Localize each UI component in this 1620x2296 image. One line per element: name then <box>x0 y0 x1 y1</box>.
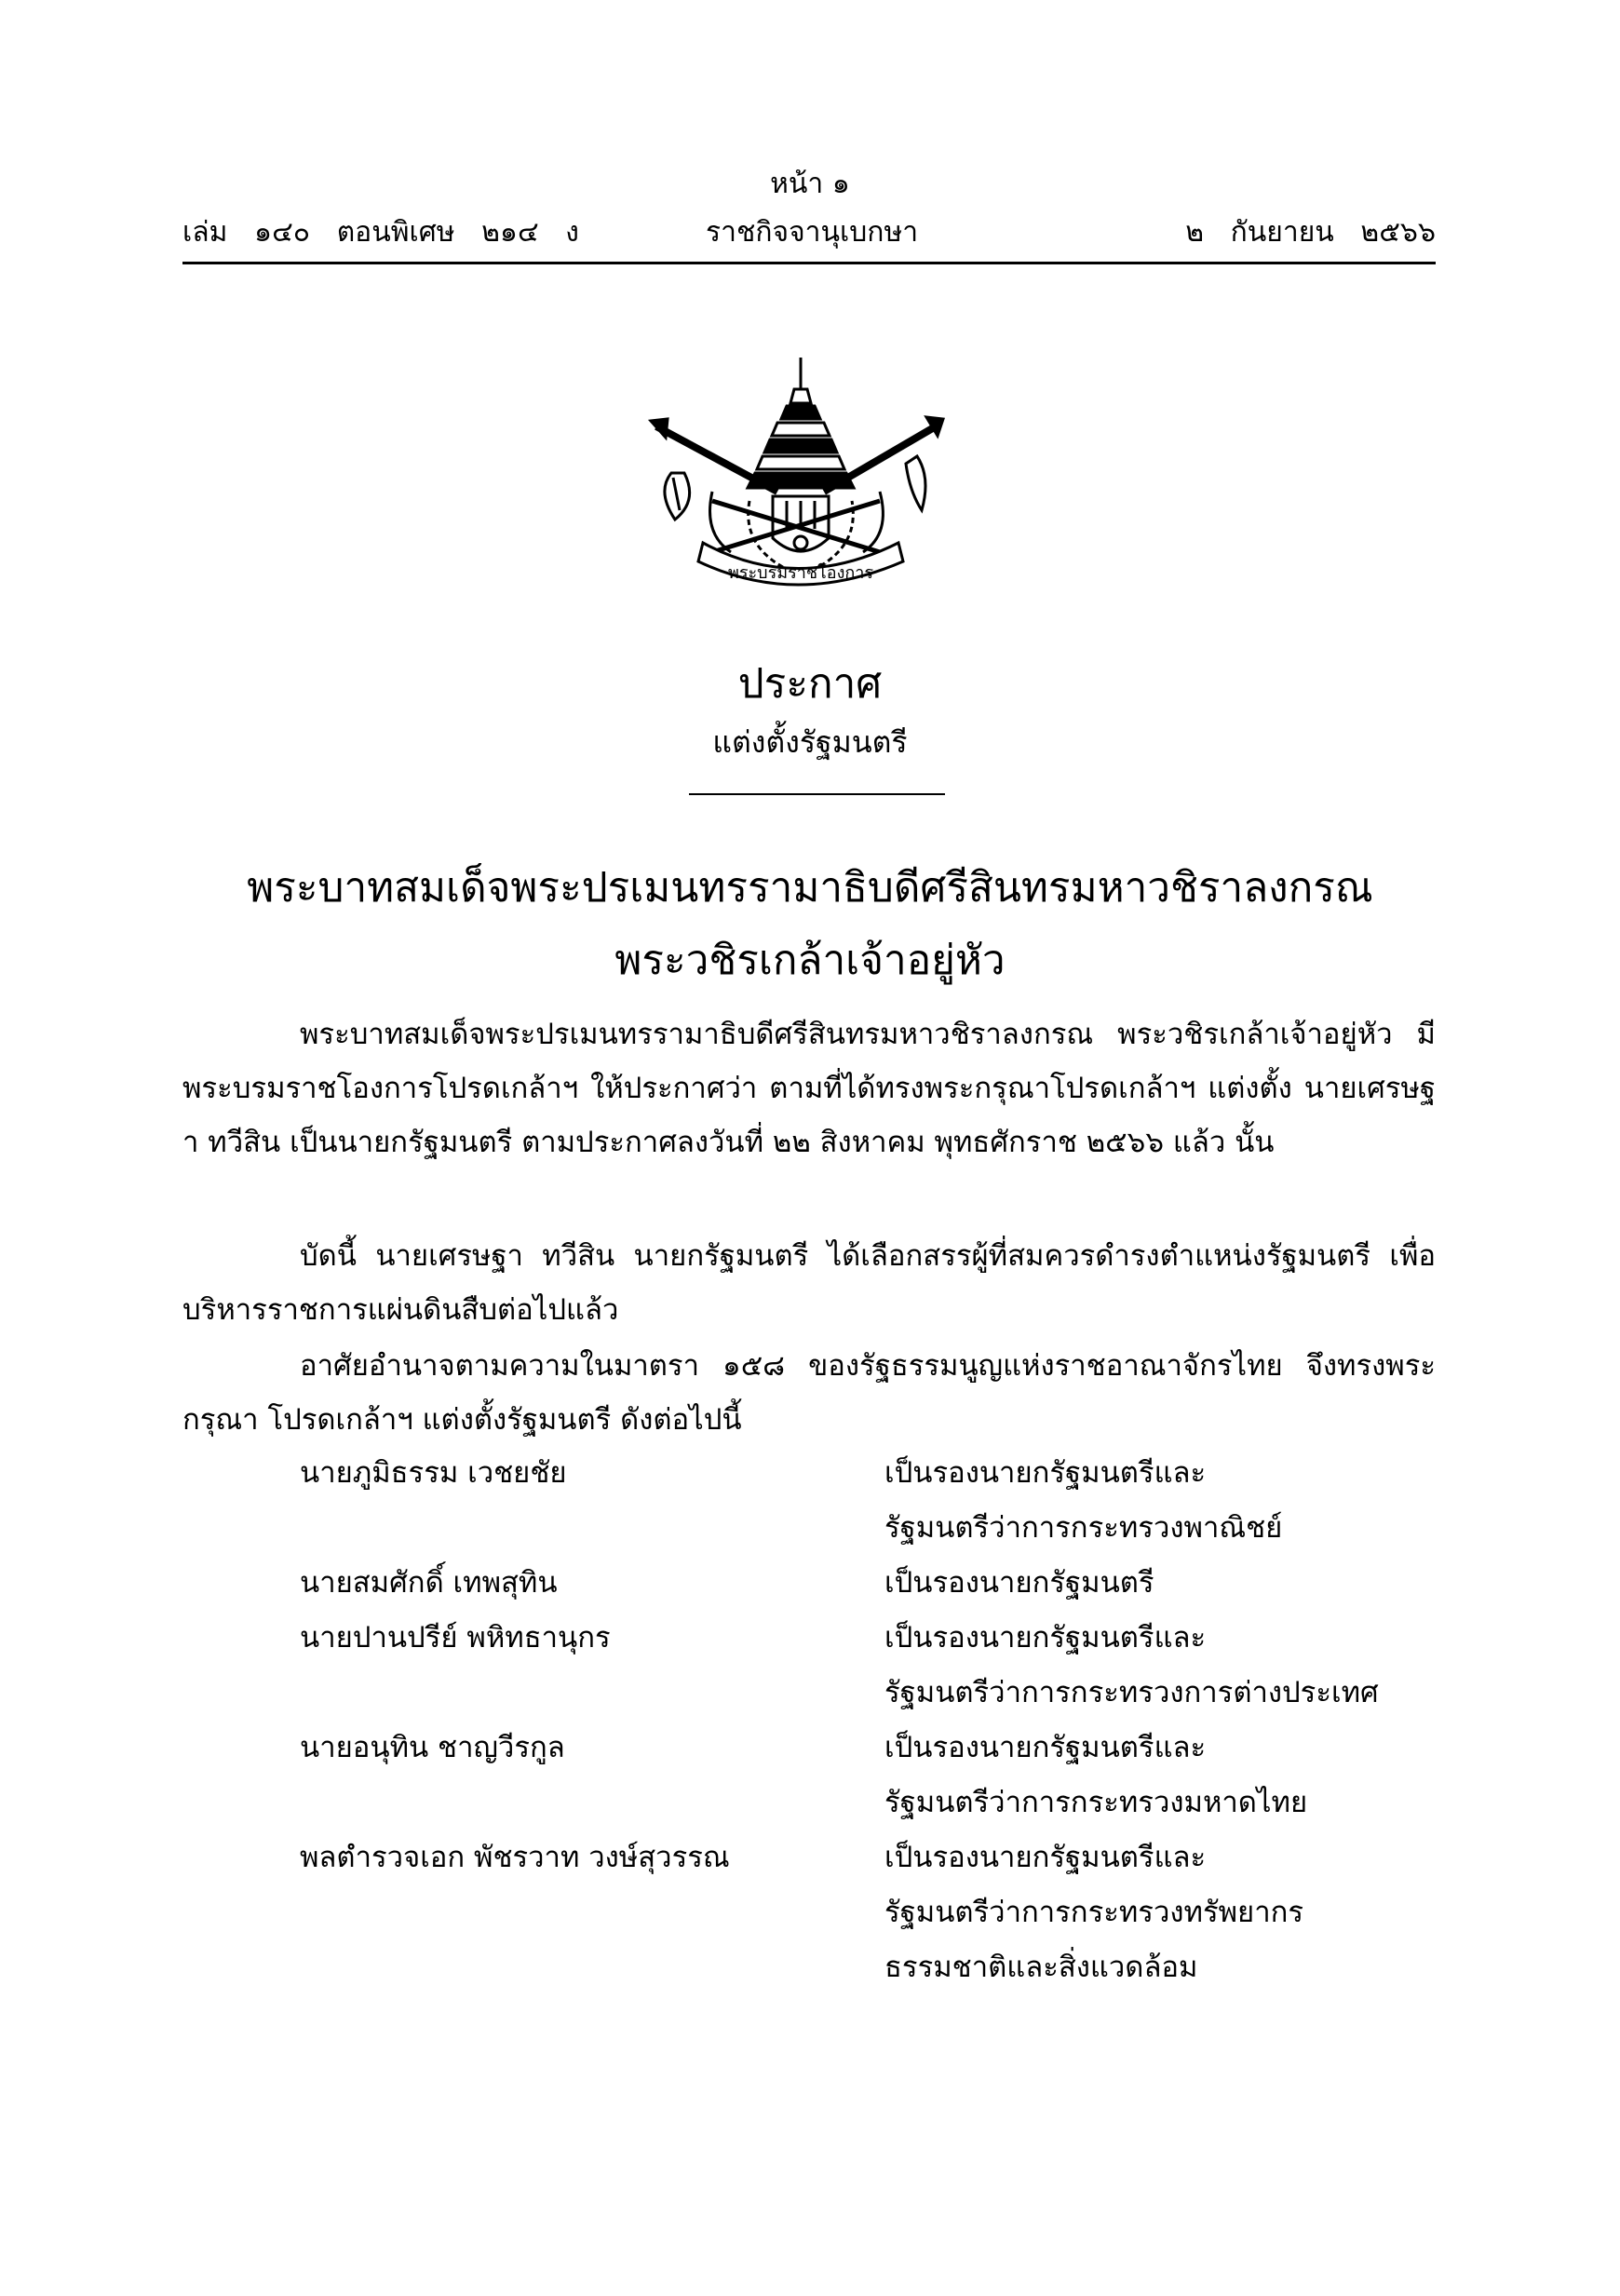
appointee-role-line: รัฐมนตรีว่าการกระทรวงมหาดไทย <box>884 1786 1308 1819</box>
appointment-row <box>300 1830 1454 1995</box>
appointment-row <box>300 1556 1454 1611</box>
appointee-roles <box>884 1556 1454 1611</box>
royal-title-line-2: พระวชิรเกล้าเจ้าอยู่หัว <box>614 937 1006 984</box>
paragraph-authority: อาศัยอำนาจตามความในมาตรา ๑๕๘ ของรัฐธรรมนูญแห่งราชอาณาจักรไทย จึงทรงพระกรุณา โปรดเกล้าฯ แต่งตั้งรัฐมนตรี ดังต่อไปนี้ <box>182 1349 1436 1437</box>
appointment-list <box>300 1446 1454 1995</box>
page-number: หน้า ๑ <box>770 168 850 200</box>
appointment-row <box>300 1721 1454 1830</box>
appointment-row <box>300 1611 1454 1721</box>
announcement-subtitle: แต่งตั้งรัฐมนตรี <box>712 724 908 760</box>
appointee-name: นายสมศักดิ์ เทพสุทิน <box>300 1566 558 1600</box>
appointee-name: นายปานปรีย์ พหิทธานุกร <box>300 1621 611 1654</box>
announcement-title: ประกาศ <box>737 660 883 708</box>
royal-title <box>0 852 1620 997</box>
appointee-roles <box>884 1830 1454 1995</box>
appointee-role-line: รัฐมนตรีว่าการกระทรวงพาณิชย์ <box>884 1511 1283 1545</box>
header-divider <box>182 262 1436 264</box>
appointee-role-line: เป็นรองนายกรัฐมนตรีและ <box>884 1621 1207 1654</box>
appointee-role-line: เป็นรองนายกรัฐมนตรีและ <box>884 1456 1207 1490</box>
paragraph-selection: บัดนี้ นายเศรษฐา ทวีสิน นายกรัฐมนตรี ได้เลือกสรรผู้ที่สมควรดำรงตำแหน่งรัฐมนตรี เพื่อบริหารราชการแผ่นดินสืบต่อไปแล้ว <box>182 1239 1436 1327</box>
appointee-roles <box>884 1446 1454 1556</box>
paragraph-preamble: พระบาทสมเด็จพระปรเมนทรรามาธิบดีศรีสินทรมหาวชิราลงกรณ พระวชิรเกล้าเจ้าอยู่หัว มีพระบรมราชโองการโปรดเกล้าฯ ให้ประกาศว่า ตามที่ได้ทรงพระกรุณาโปรดเกล้าฯ แต่งตั้ง นายเศรษฐา ทวีสิน เป็นนายกรัฐมนตรี ตามประกาศลงวันที่ ๒๒ สิงหาคม พุทธศักราช ๒๕๖๖ แล้ว นั้น <box>182 1018 1436 1159</box>
appointee-role-line: เป็นรองนายกรัฐมนตรีและ <box>884 1731 1207 1764</box>
royal-title-line-1: พระบาทสมเด็จพระปรเมนทรรามาธิบดีศรีสินทรมหาวชิราลงกรณ <box>247 864 1373 912</box>
appointee-role-line: เป็นรองนายกรัฐมนตรีและ <box>884 1841 1207 1874</box>
appointee-roles <box>884 1721 1454 1830</box>
appointee-name: พลตำรวจเอก พัชรวาท วงษ์สุวรรณ <box>300 1841 730 1874</box>
appointee-role-line: เป็นรองนายกรัฐมนตรี <box>884 1566 1154 1600</box>
emblem-ribbon-text: พระบรมราชโองการ <box>727 563 874 583</box>
gazette-header <box>182 212 1436 253</box>
appointee-role-line: รัฐมนตรีว่าการกระทรวงทรัพยากร <box>884 1896 1304 1929</box>
publication-name: ราชกิจจานุเบกษา <box>706 216 919 249</box>
appointment-row <box>300 1446 1454 1556</box>
publication-date: ๒ กันยายน ๒๕๖๖ <box>1185 216 1436 249</box>
appointee-role-line: รัฐมนตรีว่าการกระทรวงการต่างประเทศ <box>884 1676 1379 1709</box>
appointee-name: นายภูมิธรรม เวชยชัย <box>300 1456 567 1490</box>
appointee-role-line: ธรรมชาติและสิ่งแวดล้อม <box>884 1951 1198 1984</box>
title-divider <box>689 793 945 795</box>
royal-emblem-icon <box>647 352 945 594</box>
appointee-name: นายอนุทิน ชาญวีรกูล <box>300 1731 565 1764</box>
volume-info: เล่ม ๑๔๐ ตอนพิเศษ ๒๑๔ ง <box>182 216 579 249</box>
appointee-roles <box>884 1611 1454 1721</box>
